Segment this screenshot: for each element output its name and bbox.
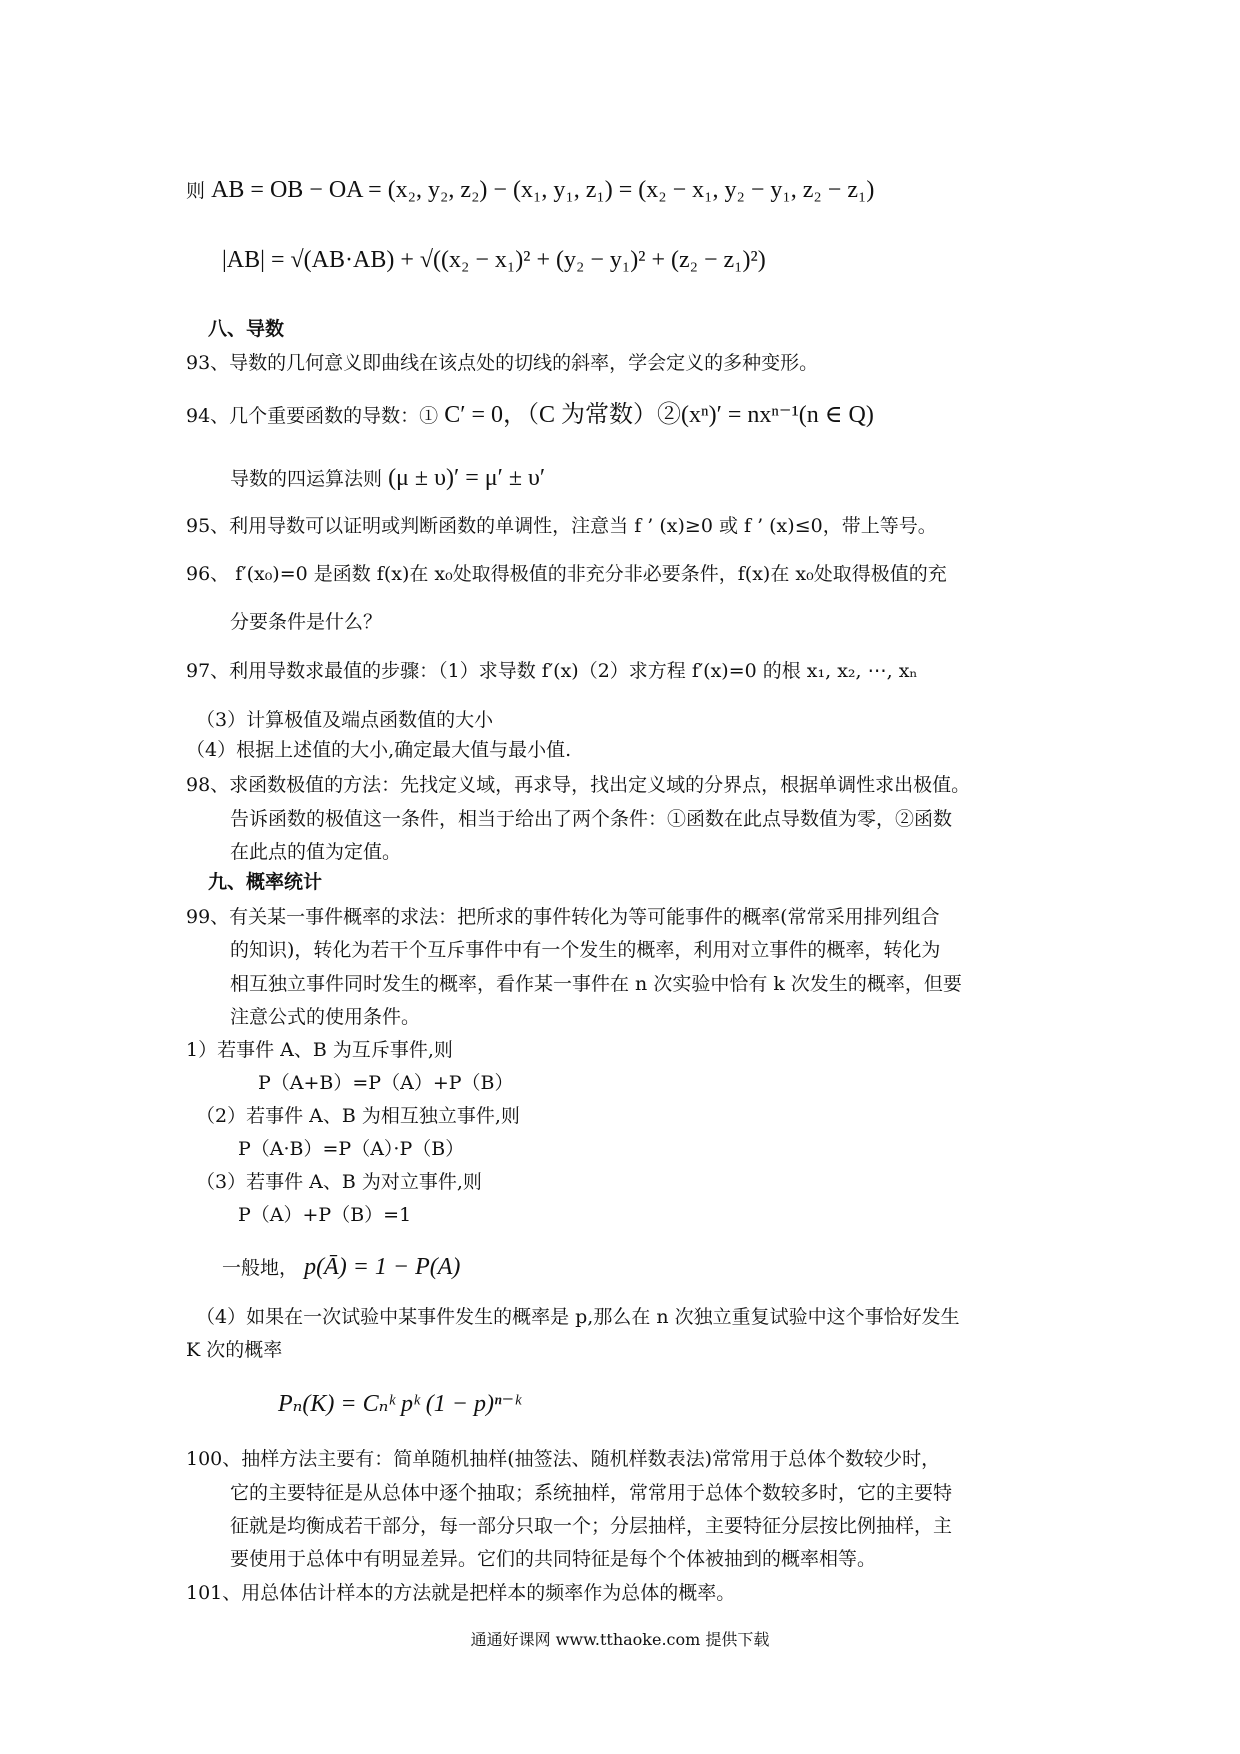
vector-ab-length-formula: |AB| = √(AB·AB) + √((x₂ − x₁)² + (y₂ − y₁)² + (z₂ − z₁)²) bbox=[222, 247, 766, 273]
vector-ab-prefix: 则 bbox=[186, 180, 206, 202]
item-100-line3: 征就是均衡成若干部分，每一部分只取一个；分层抽样，主要特征分层按比例抽样，主 bbox=[230, 1515, 953, 1537]
vector-ab-formula: AB = OB − OA = (x₂, y₂, z₂) − (x₁, y₁, z₁) = (x₂ − x₁, y₂ − y₁, z₂ − z₁) bbox=[211, 177, 875, 203]
prob-1-formula: P（A+B）=P（A）+P（B） bbox=[258, 1072, 514, 1094]
item-97-line1: 97、利用导数求最值的步骤：（1）求导数 f′(x)（2）求方程 f′(x)=0 的根 x₁, x₂, ⋯, xₙ bbox=[186, 660, 918, 682]
item-99-line3: 相互独立事件同时发生的概率，看作某一事件在 n 次实验中恰有 k 次发生的概率，但要 bbox=[230, 973, 962, 995]
item-99-line4: 注意公式的使用条件。 bbox=[230, 1006, 421, 1028]
item-94-rule-formula: (μ ± υ)′ = μ′ ± υ′ bbox=[388, 465, 546, 491]
item-94-rule bbox=[230, 466, 545, 491]
item-94-text: 94、几个重要函数的导数：① bbox=[186, 405, 439, 427]
prob-2-text: （2）若事件 A、B 为相互独立事件,则 bbox=[196, 1105, 520, 1127]
item-98-line2: 告诉函数的极值这一条件，相当于给出了两个条件：①函数在此点导数值为零，②函数 bbox=[230, 808, 953, 830]
item-96-line2: 分要条件是什么？ bbox=[230, 611, 383, 633]
prob-1-text: 1）若事件 A、B 为互斥事件,则 bbox=[186, 1039, 453, 1061]
item-94-formula: C′ = 0，（C 为常数）②(xⁿ)′ = nxⁿ⁻¹(n ∈ Q) bbox=[444, 402, 874, 428]
prob-3-text: （3）若事件 A、B 为对立事件,则 bbox=[196, 1171, 482, 1193]
general-formula: p(Ā) = 1 − P(A) bbox=[304, 1254, 461, 1280]
binomial-formula: Pₙ(K) = Cₙᵏ pᵏ (1 − p)ⁿ⁻ᵏ bbox=[278, 1391, 521, 1417]
prob-2-formula: P（A·B）=P（A）·P（B） bbox=[238, 1138, 465, 1160]
item-100-line2: 它的主要特征是从总体中逐个抽取；系统抽样，常常用于总体个数较多时，它的主要特 bbox=[230, 1482, 953, 1504]
item-98-line1: 98、求函数极值的方法：先找定义域，再求导，找出定义域的分界点，根据单调性求出极值。 bbox=[186, 774, 971, 796]
general-line bbox=[222, 1255, 460, 1280]
vector-ab-length bbox=[222, 248, 766, 273]
item-100-line1: 100、抽样方法主要有：简单随机抽样(抽签法、随机样数表法)常常用于总体个数较少时， bbox=[186, 1448, 941, 1470]
general-text: 一般地， bbox=[222, 1257, 299, 1279]
item-95: 95、利用导数可以证明或判断函数的单调性，注意当 f ’ (x)≥0 或 f ’ (x)≤0，带上等号。 bbox=[186, 515, 937, 537]
item-94-rule-text: 导数的四运算法则 bbox=[230, 468, 383, 490]
item-99-line2: 的知识)，转化为若干个互斥事件中有一个发生的概率，利用对立事件的概率，转化为 bbox=[230, 939, 941, 961]
item-99-line1: 99、有关某一事件概率的求法：把所求的事件转化为等可能事件的概率(常常采用排列组合 bbox=[186, 906, 940, 928]
prob-3-formula: P（A）+P（B）=1 bbox=[238, 1204, 412, 1226]
prob-4-line2: K 次的概率 bbox=[186, 1339, 283, 1361]
item-94 bbox=[186, 403, 874, 428]
probability-heading: 九、概率统计 bbox=[208, 871, 323, 893]
item-100-line4: 要使用于总体中有明显差异。它们的共同特征是每个个体被抽到的概率相等。 bbox=[230, 1548, 877, 1570]
item-97-line3: （4）根据上述值的大小,确定最大值与最小值. bbox=[186, 739, 572, 761]
binomial-line bbox=[278, 1392, 521, 1417]
footer-text: 通通好课网 www.tthaoke.com 提供下载 bbox=[470, 1630, 770, 1649]
vector-ab-line bbox=[186, 178, 874, 203]
item-96-line1: 96、 f′(x₀)=0 是函数 f(x)在 x₀处取得极值的非充分非必要条件，f(x)在 x₀处取得极值的充 bbox=[186, 563, 947, 585]
item-93: 93、导数的几何意义即曲线在该点处的切线的斜率，学会定义的多种变形。 bbox=[186, 352, 819, 374]
item-97-line2: （3）计算极值及端点函数值的大小 bbox=[196, 709, 494, 731]
item-98-line3: 在此点的值为定值。 bbox=[230, 841, 402, 863]
prob-4-line1: （4）如果在一次试验中某事件发生的概率是 p,那么在 n 次独立重复试验中这个事恰好发生 bbox=[196, 1306, 960, 1328]
derivative-heading: 八、导数 bbox=[208, 318, 285, 340]
item-101: 101、用总体估计样本的方法就是把样本的频率作为总体的概率。 bbox=[186, 1582, 736, 1604]
